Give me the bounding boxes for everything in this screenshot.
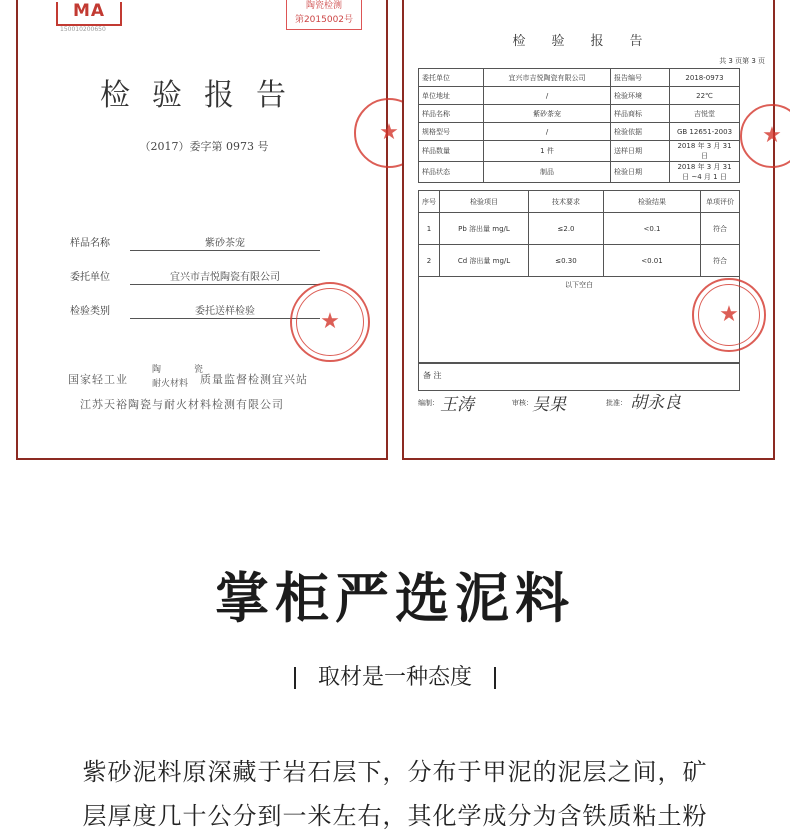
- info-key: 样品数量: [419, 141, 484, 162]
- dept-line-2: 江苏天裕陶瓷与耐火材料检测有限公司: [80, 398, 284, 411]
- info-table: [418, 68, 740, 183]
- result-no: 1: [419, 213, 440, 245]
- reviewed-signature: 吴果: [532, 395, 566, 415]
- info-value: 宜兴市吉悦陶瓷有限公司: [484, 69, 611, 87]
- dept-line-1b-top2: 瓷: [194, 365, 204, 375]
- cma-logo: MA: [56, 2, 122, 26]
- seal-star-icon: ★: [719, 302, 739, 327]
- seal-star-icon: ★: [320, 309, 340, 334]
- inspection-report-cover: [16, 0, 399, 460]
- field-sample-name: [70, 234, 245, 249]
- field-label: 委托单位: [70, 272, 110, 283]
- info-value: 2018 年 3 月 31 日 ~4 月 1 日: [670, 162, 740, 183]
- partial-seal-stamp: [740, 104, 790, 168]
- info-key: 委托单位: [419, 69, 484, 87]
- approved-label: 批准：: [606, 399, 627, 407]
- remarks-box: [418, 363, 740, 391]
- info-row: [419, 123, 740, 141]
- info-key: 规格型号: [419, 123, 484, 141]
- info-key: 检验依据: [611, 123, 670, 141]
- result-value: <0.1: [604, 213, 701, 245]
- results-title: 检验报告: [512, 34, 669, 49]
- header-result: 检验结果: [604, 191, 701, 213]
- info-key: 样品商标: [611, 105, 670, 123]
- header-no: 序号: [419, 191, 440, 213]
- red-seal-stamp: [290, 282, 370, 362]
- header-eval: 单项评价: [701, 191, 740, 213]
- info-value: 22℃: [670, 87, 740, 105]
- report-number: （2017）委字第 0973 号: [139, 140, 269, 153]
- certificate-stamp-box: [286, 0, 362, 30]
- result-no: 2: [419, 245, 440, 277]
- header-item: 检验项目: [440, 191, 529, 213]
- result-eval: 符合: [701, 213, 740, 245]
- results-table: [418, 190, 740, 363]
- info-value: 吉悦堂: [670, 105, 740, 123]
- dept-line-1a: 国家轻工业: [68, 373, 128, 386]
- info-row: [419, 87, 740, 105]
- result-value: <0.01: [604, 245, 701, 277]
- info-value: 紫砂茶宠: [484, 105, 611, 123]
- result-req: ≤2.0: [529, 213, 604, 245]
- dept-line-1b-top: 陶: [152, 365, 162, 375]
- cover-title: 检验报告: [100, 78, 308, 113]
- prepared-label: 编制：: [418, 399, 439, 407]
- info-value: 1 件: [484, 141, 611, 162]
- field-value: 委托送样检验: [130, 302, 320, 319]
- info-row: [419, 162, 740, 183]
- field-label: 检验类别: [70, 306, 110, 317]
- prepared-signature: 王涛: [440, 395, 474, 415]
- info-row: [419, 69, 740, 87]
- approved-signature: 胡永良: [630, 393, 681, 413]
- right-divider-bar: [494, 667, 496, 689]
- page-indicator: 共 3 页第 3 页: [719, 57, 765, 65]
- result-row: [419, 245, 740, 277]
- subheadline-text: 取材是一种态度: [317, 665, 472, 690]
- field-value: 宜兴市吉悦陶瓷有限公司: [130, 268, 320, 285]
- remarks-label: 备 注: [423, 371, 442, 380]
- section-subheadline: [0, 660, 790, 691]
- field-value: 紫砂茶宠: [130, 234, 320, 251]
- info-row: [419, 141, 740, 162]
- info-value: /: [484, 123, 611, 141]
- red-seal-stamp: [692, 278, 766, 352]
- dept-line-1c: 质量监督检测宜兴站: [200, 373, 308, 386]
- inspection-report-results: [402, 0, 782, 460]
- result-eval: 符合: [701, 245, 740, 277]
- info-key: 样品名称: [419, 105, 484, 123]
- seal-star-icon: ★: [762, 123, 782, 148]
- info-value: 2018-0973: [670, 69, 740, 87]
- seal-star-icon: ★: [379, 120, 399, 145]
- info-key: 报告编号: [611, 69, 670, 87]
- dept-line-1b-bottom: 耐火材料: [152, 379, 189, 389]
- cma-number: 150010200650: [60, 26, 106, 33]
- left-divider-bar: [294, 667, 296, 689]
- info-key: 检验环境: [611, 87, 670, 105]
- info-value: 2018 年 3 月 31 日: [670, 141, 740, 162]
- section-headline: 掌柜严选泥料: [215, 566, 575, 630]
- info-key: 单位地址: [419, 87, 484, 105]
- info-value: GB 12651-2003: [670, 123, 740, 141]
- results-header-row: [419, 191, 740, 213]
- info-key: 送样日期: [611, 141, 670, 162]
- info-row: [419, 105, 740, 123]
- field-client: [70, 268, 280, 283]
- info-key: 检验日期: [611, 162, 670, 183]
- body-line-1: 紫砂泥料原深藏于岩石层下，分布于甲泥的泥层之间，矿: [82, 758, 708, 786]
- field-label: 样品名称: [70, 238, 110, 249]
- result-row: [419, 213, 740, 245]
- info-value: 制品: [484, 162, 611, 183]
- result-item: Pb 溶出量 mg/L: [440, 213, 529, 245]
- header-req: 技术要求: [529, 191, 604, 213]
- result-req: ≤0.30: [529, 245, 604, 277]
- field-inspection-type: [70, 302, 255, 317]
- body-line-2: 层厚度几十公分到一米左右，其化学成分为含铁质粘土粉: [82, 802, 708, 830]
- cert-line-1: 陶瓷检测: [305, 1, 342, 11]
- info-key: 样品状态: [419, 162, 484, 183]
- blank-note: 以下空白: [419, 277, 740, 363]
- result-item: Cd 溶出量 mg/L: [440, 245, 529, 277]
- reviewed-label: 审核：: [512, 399, 533, 407]
- info-value: /: [484, 87, 611, 105]
- cert-line-2: 第2015002号: [294, 15, 354, 25]
